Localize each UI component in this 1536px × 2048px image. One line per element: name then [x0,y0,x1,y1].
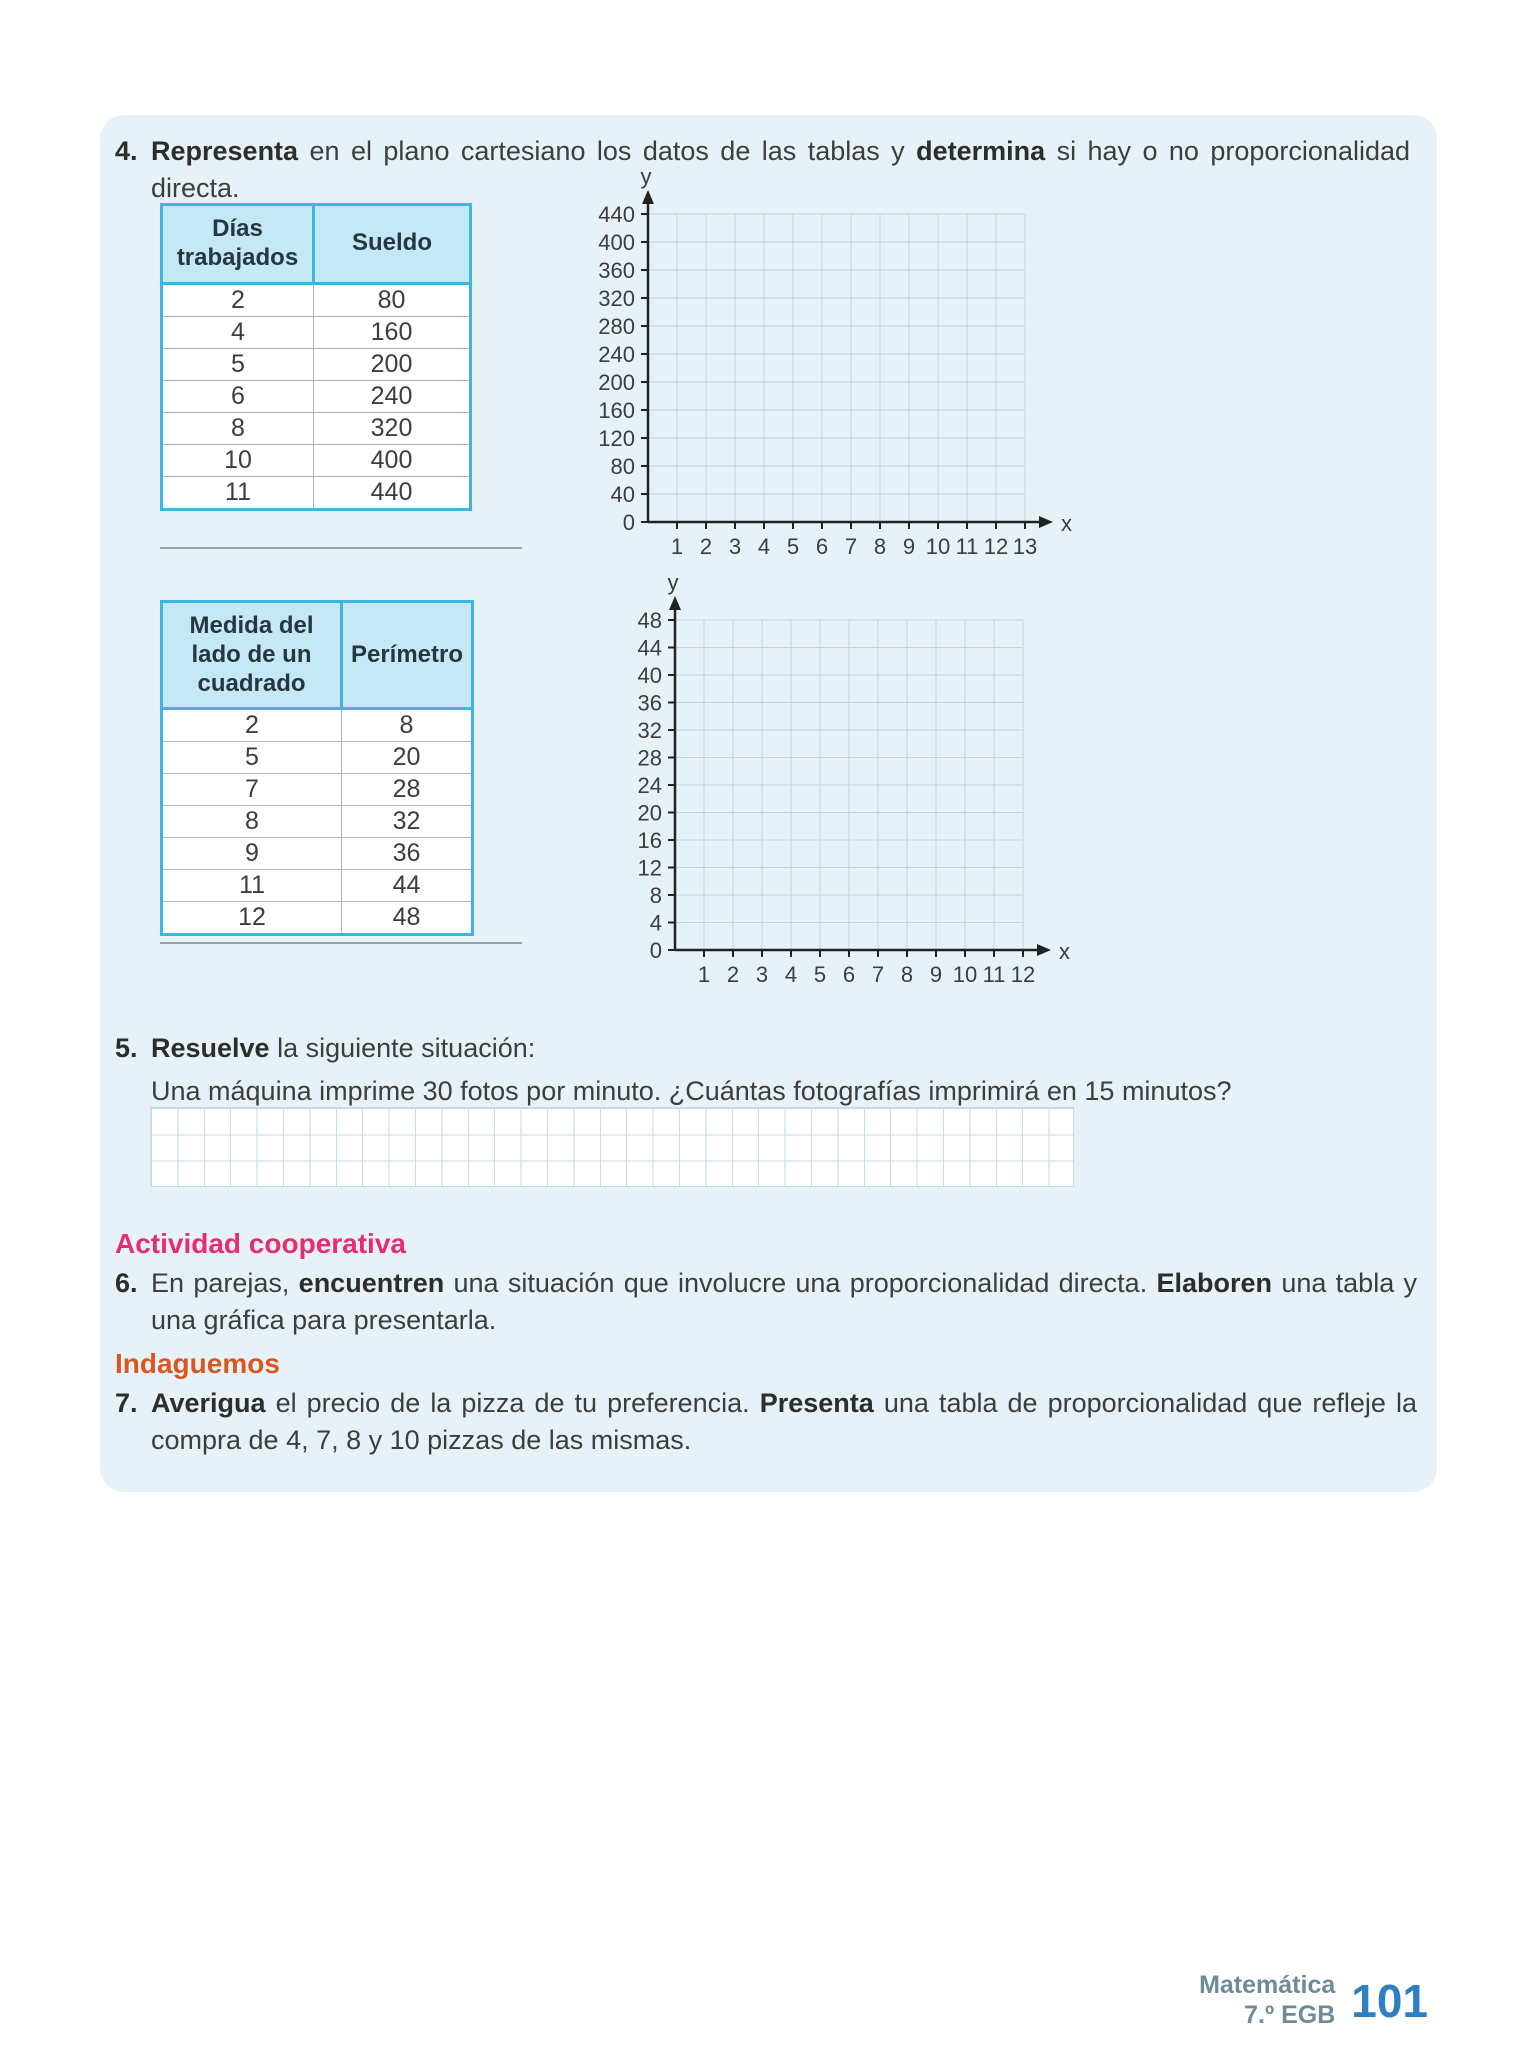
table-cell: 36 [342,838,473,870]
days-salary-table [160,203,472,511]
table1-header-salary: Sueldo [314,205,471,284]
svg-text:48: 48 [637,608,662,633]
svg-text:400: 400 [598,230,635,255]
table-cell: 28 [342,774,473,806]
table-cell: 400 [314,444,471,476]
table2-header-side: Medida del lado de un cuadrado [162,602,342,709]
exercise-panel [100,115,1437,1492]
exercise-5 [115,1030,1415,1111]
table-row [162,476,471,509]
table-header-row [162,602,473,709]
exercise-6-text [151,1265,1417,1340]
svg-text:0: 0 [622,510,635,535]
coordinate-plane-2 [627,565,1075,997]
table-cell: 2 [162,709,342,742]
table-row [162,902,473,935]
svg-text:10: 10 [952,962,978,987]
svg-text:5: 5 [813,962,827,987]
svg-text:160: 160 [598,398,635,423]
svg-text:32: 32 [637,718,662,743]
table-cell: 6 [162,380,314,412]
svg-text:200: 200 [598,370,635,395]
svg-text:16: 16 [637,828,662,853]
svg-text:240: 240 [598,342,635,367]
svg-text:320: 320 [598,286,635,311]
table-cell: 5 [162,348,314,380]
svg-text:440: 440 [598,202,635,227]
svg-text:8: 8 [900,962,914,987]
exercise-6-seg-1: En parejas, [151,1268,299,1298]
table-row [162,774,473,806]
table-header-row [162,205,471,284]
svg-text:4: 4 [649,910,662,936]
svg-text:120: 120 [598,426,635,451]
exercise-7 [115,1385,1417,1460]
table-cell: 44 [342,870,473,902]
answer-grid [150,1107,1074,1187]
svg-text:10: 10 [925,534,951,559]
coordinate-plane-1 [586,159,1077,569]
svg-text:280: 280 [598,314,635,339]
svg-text:y: y [640,164,652,189]
table-row [162,444,471,476]
svg-text:6: 6 [815,534,829,559]
exercise-6-bold-1: encuentren [298,1268,445,1298]
svg-text:3: 3 [728,534,742,559]
table-cell: 32 [342,806,473,838]
table-row [162,806,473,838]
table-cell: 240 [314,380,471,412]
svg-text:3: 3 [755,962,769,987]
table-cell: 80 [314,283,471,316]
svg-text:11: 11 [982,962,1006,987]
answer-line-1 [160,547,522,549]
exercise-4-number: 4. [115,136,138,166]
exercise-7-bold-2: Presenta [759,1388,874,1418]
footer-subject: Matemática [1199,1971,1336,1999]
svg-text:2: 2 [726,962,740,987]
svg-text:13: 13 [1012,534,1038,559]
svg-text:1: 1 [697,962,711,987]
svg-text:80: 80 [610,454,635,479]
table-row [162,838,473,870]
svg-text:44: 44 [637,635,662,661]
answer-line-2 [160,942,522,944]
table-row [162,709,473,742]
cooperative-activity-heading: Actividad cooperativa [115,1228,406,1259]
exercise-7-seg-4: una tabla de proporcionalidad que refleje la compra de 4, 7, 8 y 10 pizzas de las mismas. [151,1388,1417,1456]
svg-text:2: 2 [699,534,713,559]
exercise-4-seg-2: en el plano cartesiano los datos de las tablas y [298,136,917,166]
table-cell: 2 [162,283,314,316]
exercise-4-bold-2: determina [916,136,1046,166]
svg-text:1: 1 [670,534,684,559]
table1-header-days: Días trabajados [162,205,314,284]
svg-text:20: 20 [637,800,662,826]
svg-text:7: 7 [844,534,858,559]
svg-text:12: 12 [983,534,1009,559]
exercise-5-seg-2: la siguiente situación: [269,1033,536,1063]
svg-text:x: x [1061,511,1072,536]
exercise-7-text [151,1385,1417,1460]
page-footer [1199,1971,1428,2030]
exercise-5-text [151,1030,1415,1111]
svg-text:36: 36 [637,690,662,716]
svg-text:24: 24 [637,773,662,798]
exercise-6 [115,1265,1417,1340]
table-cell: 200 [314,348,471,380]
exercise-5-bold-1: Resuelve [151,1033,270,1063]
table-row [162,412,471,444]
exercise-6-bold-2: Elaboren [1156,1268,1273,1298]
exercise-6-number: 6. [115,1268,138,1298]
indaguemos-heading: Indaguemos [115,1348,280,1379]
table-cell: 20 [342,742,473,774]
table-cell: 8 [342,709,473,742]
svg-text:7: 7 [871,962,885,987]
svg-text:40: 40 [610,482,635,507]
table-cell: 160 [314,316,471,348]
table-cell: 11 [162,870,342,902]
svg-text:12: 12 [1010,962,1036,987]
table-cell: 320 [314,412,471,444]
svg-text:28: 28 [637,745,662,771]
exercise-7-number: 7. [115,1388,138,1418]
svg-text:4: 4 [757,534,771,559]
svg-text:11: 11 [955,534,979,559]
table-row [162,870,473,902]
table-cell: 48 [342,902,473,935]
exercise-5-number: 5. [115,1033,138,1063]
table-cell: 8 [162,412,314,444]
table-row [162,380,471,412]
svg-text:6: 6 [842,962,856,987]
exercise-4-seg-4: si hay o no proporcionalidad directa. [151,136,1411,204]
exercise-7-bold-1: Averigua [151,1388,266,1418]
exercise-7-seg-2: el precio de la pizza de tu preferencia. [265,1388,760,1418]
table-row [162,283,471,316]
page-number: 101 [1351,1974,1428,2027]
table-cell: 440 [314,476,471,509]
svg-text:x: x [1059,939,1070,964]
svg-text:4: 4 [784,962,798,987]
table-cell: 12 [162,902,342,935]
table-cell: 8 [162,806,342,838]
table-cell: 10 [162,444,314,476]
svg-text:360: 360 [598,258,635,283]
svg-text:12: 12 [637,855,662,881]
svg-text:0: 0 [649,938,662,963]
svg-text:5: 5 [786,534,800,559]
svg-text:y: y [667,570,679,595]
svg-text:40: 40 [637,663,662,688]
exercise-6-seg-5: una tabla y una gráfica para presentarla. [151,1268,1418,1336]
table-row [162,348,471,380]
footer-labels [1199,1971,1335,2030]
side-perimeter-table [160,600,474,936]
svg-text:9: 9 [902,534,916,559]
table-cell: 5 [162,742,342,774]
table2-header-perimeter: Perímetro [342,602,473,709]
footer-grade: 7.º EGB [1244,2000,1336,2029]
table-cell: 11 [162,476,314,509]
table-row [162,742,473,774]
table-cell: 4 [162,316,314,348]
svg-text:9: 9 [929,962,943,987]
table-row [162,316,471,348]
exercise-6-seg-3: una situación que involucre una proporcionalidad directa. [444,1268,1157,1298]
exercise-4-bold-1: Representa [151,136,299,166]
exercise-5-statement: Una máquina imprime 30 fotos por minuto. ¿Cuántas fotografías imprimirá en 15 minutos? [151,1076,1232,1107]
table-cell: 9 [162,838,342,870]
svg-text:8: 8 [649,883,662,908]
svg-text:8: 8 [873,534,887,559]
table-cell: 7 [162,774,342,806]
